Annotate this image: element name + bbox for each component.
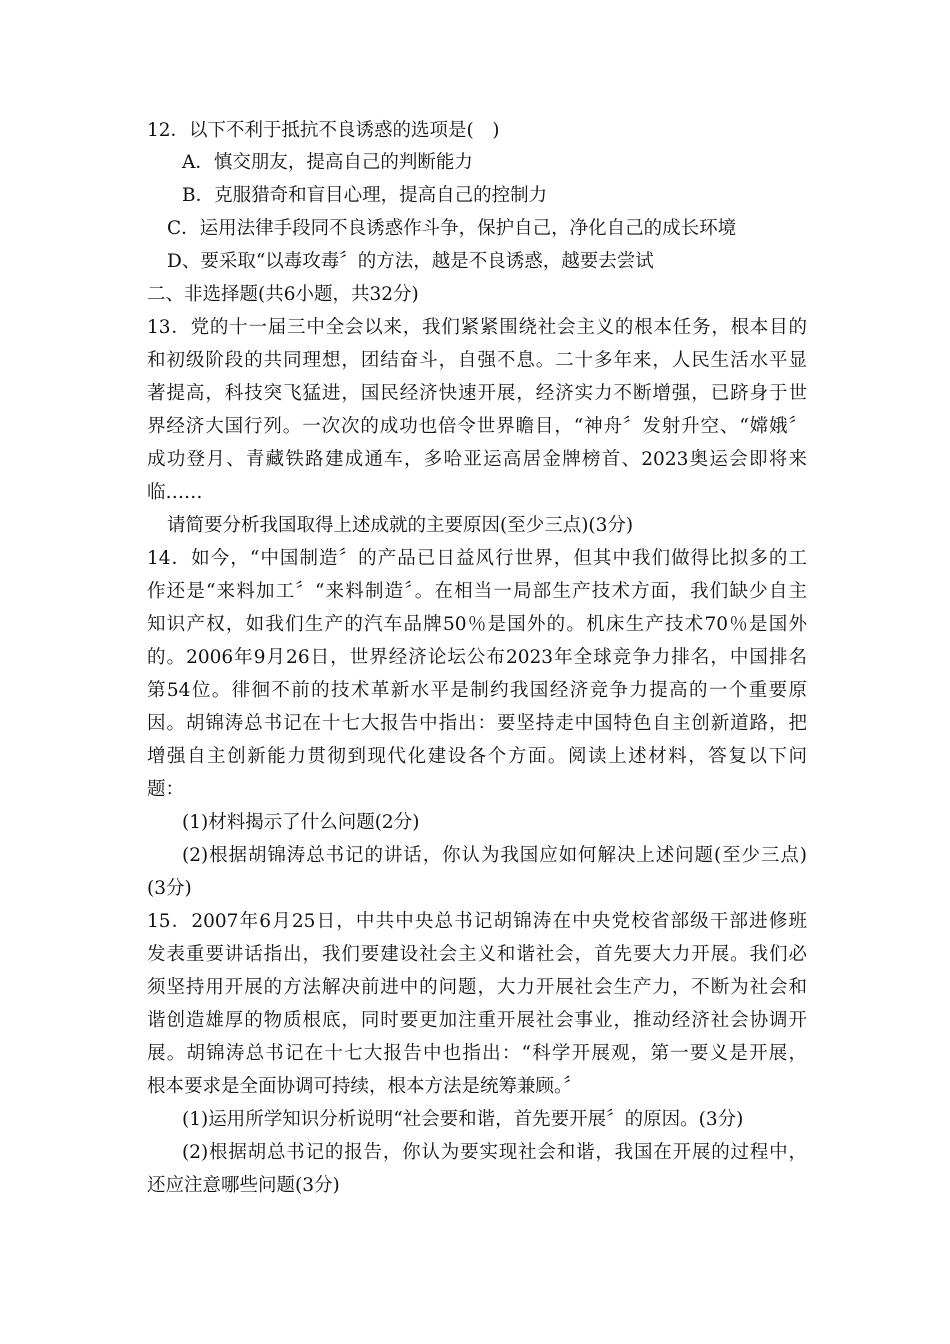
q12-option-d: D、要采取“以毒攻毒〞的方法，越是不良诱惑，越要去尝试 [167,251,654,272]
q13-paragraph-line: 临…… [147,482,203,503]
q13-question: 请简要分析我国取得上述成就的主要原因(至少三点)(3分) [167,515,634,536]
q12-option-c: C．运用法律手段同不良诱惑作斗争，保护自己，净化自己的成长环境 [167,218,737,239]
q14-paragraph-line: 的。2006年9月26日，世界经济论坛公布2023年全球竞争力排名，中国排名 [147,647,807,668]
q13-paragraph-line: 界经济大国行列。一次次的成功也倍令世界瞻目，“神舟〞发射升空、“嫦娥〞 [147,416,807,437]
q14-paragraph-line: 题： [147,779,185,800]
q12-stem: 12．以下不利于抵抗不良诱惑的选项是( ) [147,120,500,141]
q14-subquestion-2-cont: (3分) [147,878,192,899]
q15-subquestion-2: (2)根据胡总书记的报告，你认为要实现社会和谐，我国在开展的过程中， [182,1142,807,1163]
q15-subquestion-2-cont: 还应注意哪些问题(3分) [147,1175,340,1196]
q15-paragraph-line: 须坚持用开展的方法解决前进中的问题，大力开展社会生产力，不断为社会和 [147,977,807,998]
q14-paragraph-line: 知识产权，如我们生产的汽车品牌50％是国外的。机床生产技术70％是国外 [147,614,807,635]
q13-paragraph-line: 和初级阶段的共同理想，团结奋斗，自强不息。二十多年来，人民生活水平显 [147,350,807,371]
q15-paragraph-line: 展。胡锦涛总书记在十七大报告中也指出：“科学开展观，第一要义是开展， [147,1043,807,1064]
q14-paragraph-line: 第54位。徘徊不前的技术革新水平是制约我国经济竞争力提高的一个重要原 [147,680,807,701]
q15-paragraph-line: 发表重要讲话指出，我们要建设社会主义和谐社会，首先要大力开展。我们必 [147,944,807,965]
q13-paragraph-line: 成功登月、青藏铁路建成通车，多哈亚运高居金牌榜首、2023奥运会即将来 [147,449,807,470]
q14-subquestion-1: (1)材料揭示了什么问题(2分) [182,812,420,833]
q15-subquestion-1: (1)运用所学知识分析说明“社会要和谐，首先要开展〞的原因。(3分) [182,1109,744,1130]
q13-paragraph-line: 13．党的十一届三中全会以来，我们紧紧围绕社会主义的根本任务，根本目的 [147,317,807,338]
section-heading: 二、非选择题(共6小题，共32分) [147,284,419,305]
q15-paragraph-line: 15．2007年6月25日，中共中央总书记胡锦涛在中央党校省部级干部进修班 [147,911,807,932]
q14-paragraph-line: 增强自主创新能力贯彻到现代化建设各个方面。阅读上述材料，答复以下问 [147,746,807,767]
q12-option-a: A．慎交朋友，提高自己的判断能力 [182,152,473,173]
q15-paragraph-line: 谐创造雄厚的物质根底，同时要更加注重开展社会事业，推动经济社会协调开 [147,1010,807,1031]
q14-paragraph-line: 作还是“来料加工〞“来料制造〞。在相当一局部生产技术方面，我们缺少自主 [147,581,807,602]
q12-option-b: B．克服猎奇和盲目心理，提高自己的控制力 [182,185,548,206]
q15-paragraph-line: 根本要求是全面协调可持续，根本方法是统筹兼顾。〞 [147,1076,582,1097]
q14-subquestion-2: (2)根据胡锦涛总书记的讲话，你认为我国应如何解决上述问题(至少三点) [182,845,807,866]
q14-paragraph-line: 14．如今，“中国制造〞的产品已日益风行世界，但其中我们做得比拟多的工 [147,548,807,569]
q14-paragraph-line: 因。胡锦涛总书记在十七大报告中指出：要坚持走中国特色自主创新道路，把 [147,713,807,734]
q13-paragraph-line: 著提高，科技突飞猛进，国民经济快速开展，经济实力不断增强，已跻身于世 [147,383,807,404]
